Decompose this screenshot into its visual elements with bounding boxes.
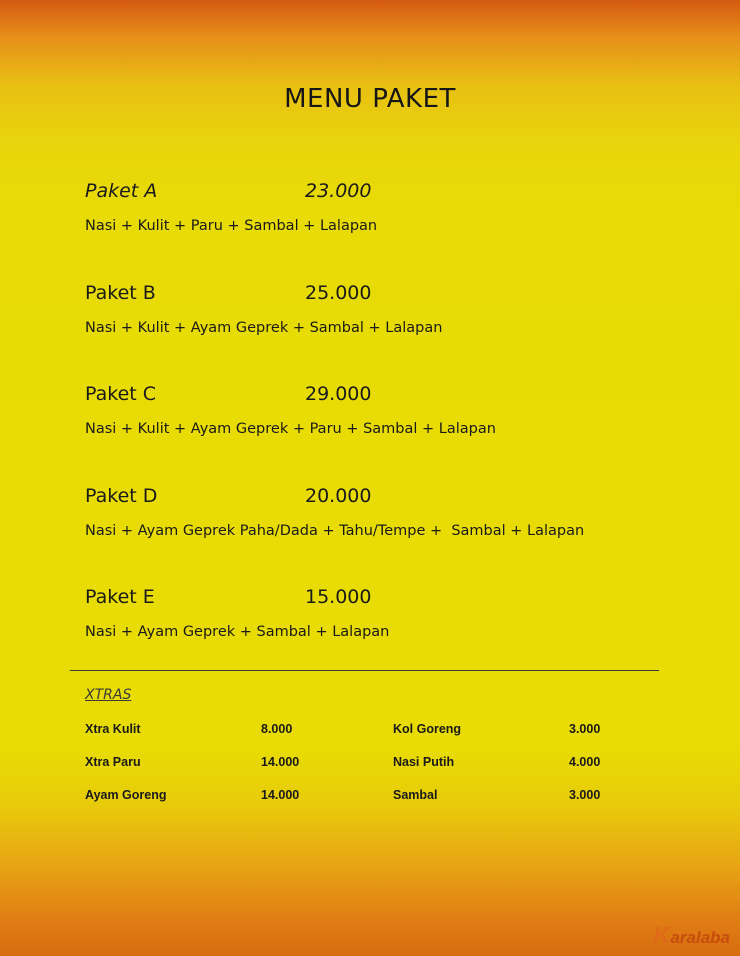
- section-divider: [70, 670, 659, 671]
- xtra-name: Xtra Paru: [85, 755, 141, 769]
- xtra-price: 8.000: [261, 722, 293, 736]
- xtra-name: Kol Goreng: [393, 722, 462, 736]
- xtra-price: 3.000: [569, 788, 601, 802]
- xtra-price: 14.000: [261, 788, 300, 802]
- paket-price: 25.000: [305, 282, 372, 304]
- paket-name: Paket C: [85, 383, 157, 405]
- paket-price: 29.000: [305, 383, 372, 405]
- paket-description: Nasi + Kulit + Paru + Sambal + Lalapan: [85, 218, 378, 234]
- paket-price: 15.000: [305, 586, 372, 608]
- watermark-initial: K: [653, 922, 671, 949]
- paket-item: [85, 586, 685, 640]
- watermark-text: aralaba: [670, 928, 730, 947]
- paket-price: 20.000: [305, 485, 372, 507]
- xtras-heading: XTRAS: [85, 687, 132, 703]
- xtra-name: Xtra Kulit: [85, 722, 141, 736]
- paket-price: 23.000: [305, 180, 372, 202]
- paket-name: Paket E: [85, 586, 155, 608]
- watermark-logo: [653, 922, 730, 950]
- paket-item: [85, 383, 685, 437]
- paket-name: Paket A: [85, 180, 158, 202]
- xtra-name: Nasi Putih: [393, 755, 455, 769]
- xtra-name: Ayam Goreng: [85, 788, 167, 802]
- xtra-name: Sambal: [393, 788, 438, 802]
- paket-description: Nasi + Ayam Geprek + Sambal + Lalapan: [85, 624, 390, 640]
- paket-name: Paket B: [85, 282, 156, 304]
- paket-description: Nasi + Kulit + Ayam Geprek + Paru + Sambal + Lalapan: [85, 421, 496, 437]
- xtra-price: 4.000: [569, 755, 601, 769]
- xtra-price: 14.000: [261, 755, 300, 769]
- paket-description: Nasi + Ayam Geprek Paha/Dada + Tahu/Tempe + Sambal + Lalapan: [85, 523, 585, 539]
- paket-name: Paket D: [85, 485, 158, 507]
- paket-item: [85, 485, 685, 539]
- paket-description: Nasi + Kulit + Ayam Geprek + Sambal + Lalapan: [85, 320, 443, 336]
- paket-item: [85, 282, 685, 336]
- paket-item: [85, 180, 685, 234]
- page-title: MENU PAKET: [284, 84, 456, 114]
- xtra-price: 3.000: [569, 722, 601, 736]
